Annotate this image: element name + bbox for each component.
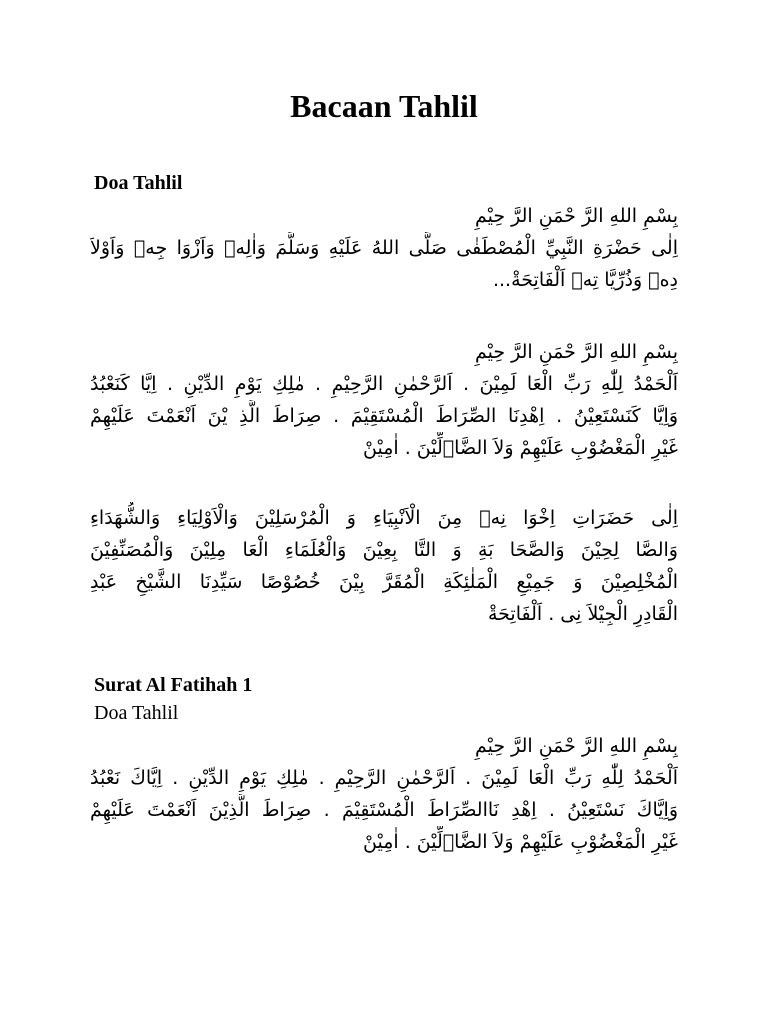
- arabic-line: الْقَادِرِ الْجِيْلاَ نِى . اَلْفَاتِحَةْ: [487, 603, 678, 625]
- arabic-paragraph: [90, 200, 678, 296]
- arabic-line: اَلْحَمْدُ لِلّٰهِ رَبِّ الْعَا لَمِيْنَ . اَلرَّحْمٰنِ الرَّحِيْمِ . مٰلِكِ يَوْمِ الدِّيْنِ . اِيَّا كَنَعْبُدُ: [90, 373, 678, 395]
- arabic-line: بِسْمِ اللهِ الرَّ حْمَنِ الرَّ حِيْمِ: [474, 341, 678, 363]
- arabic-paragraph: [90, 502, 678, 630]
- page-title: Bacaan Tahlil: [290, 88, 478, 124]
- arabic-line: غَيْرِ الْمَغْضُوْبِ عَلَيْهِمْ وَلاَ الضَّاۤلِّيْنَ . اٰمِيْنْ: [363, 437, 678, 459]
- arabic-paragraph: [90, 730, 678, 858]
- arabic-line: بِسْمِ اللهِ الرَّ حْمَنِ الرَّ حِيْمِ: [474, 205, 678, 227]
- arabic-line: بِسْمِ اللهِ الرَّ حْمَنِ الرَّ حِيْمِ: [474, 735, 678, 757]
- arabic-line: اَلْحَمْدُ لِلّٰهِ رَبِّ الْعَا لَمِيْنَ . اَلرَّحْمٰنِ الرَّحِيْمِ . مٰلِكِ يَوْمِ الدِّيْنِ . اِيَّاكَ نَعْبُدُ: [90, 767, 678, 789]
- section-subheading: Doa Tahlil: [94, 702, 179, 724]
- arabic-line: اِلٰى حَضْرَةِ النَّبِيِّ الْمُصْطَفٰى صَلَّى اللهُ عَلَيْهِ وَسَلَّمَ وَاٰلِهٖ وَاَزْوَا جِهٖ وَاَوْلاَ: [90, 237, 678, 259]
- arabic-line: غَيْرِ الْمَغْضُوْبِ عَلَيْهِمْ وَلاَ الضَّاۤلِّيْنَ . اٰمِيْنْ: [363, 831, 678, 853]
- arabic-line: وَاِيَّا كَنَسْتَعِيْنُ . اِهْدِنَا الصِّرَاطَ الْمُسْتَقِيْمَ . صِرَاطَ الَّذِ يْنَ اَنْعَمْتَ عَلَيْهِمْ: [90, 405, 678, 427]
- arabic-line: اِلٰى حَضَرَاتِ اِخْوَا نِهٖ مِنَ الْاَنْبِيَاءِ وَ الْمُرْسَلِيْنَ وَالْاَوْلِيَاءِ وَالشُّهَدَاءِ: [90, 507, 678, 529]
- arabic-line: وَاِيَّاكَ نَسْتَعِيْنُ . اِهْدِ نَاالصِّرَاطَ الْمُسْتَقِيْمَ . صِرَاطَ الَّذِيْنَ اَنْعَمْتَ عَلَيْهِمْ: [90, 799, 678, 821]
- section-heading-surat-al-fatihah: Surat Al Fatihah 1: [94, 674, 253, 696]
- arabic-paragraph: [90, 336, 678, 464]
- arabic-line: وَالصَّا لِحِيْنَ وَالصَّحَا بَةِ وَ التَّا بِعِيْنَ وَالْعُلَمَاءِ الْعَا مِلِيْنَ وَالْمُصَنِّفِيْنَ: [90, 539, 678, 561]
- arabic-line: الْمُخْلِصِيْنَ وَ جَمِيْعِ الْمَلٰئِكَةِ الْمُقَرَّ بِيْنَ خُصُوْصًا سَيِّدِنَا الشَّيْخِ عَبْدِ: [90, 571, 678, 593]
- arabic-line: دِهٖ وَذُرِّيَّا تِهٖ اَلْفَاتِحَةْ...: [492, 269, 678, 291]
- section-heading-doa-tahlil: Doa Tahlil: [94, 172, 183, 194]
